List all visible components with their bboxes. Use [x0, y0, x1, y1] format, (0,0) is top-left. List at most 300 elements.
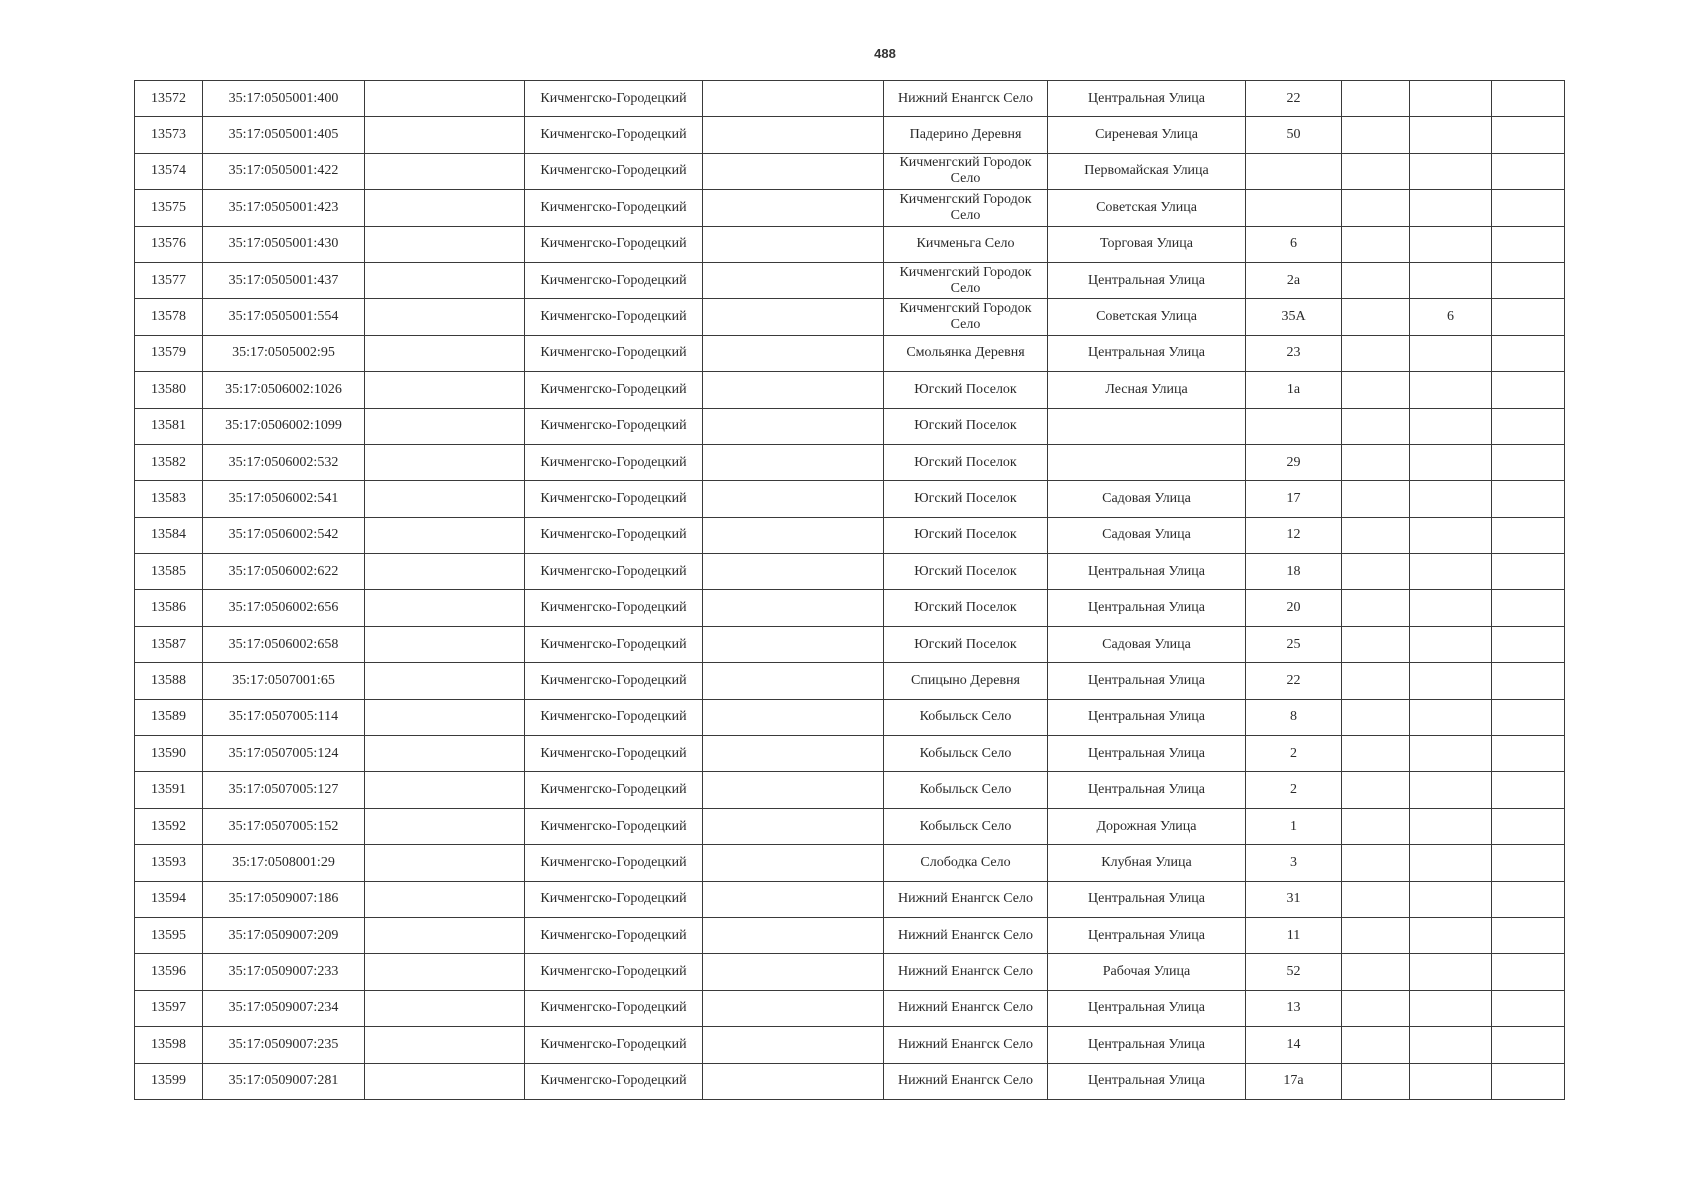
district-cell: Кичменгско-Городецкий: [525, 517, 703, 553]
locality-cell: Падерино Деревня: [884, 117, 1048, 153]
house-number-cell: 6: [1246, 226, 1342, 262]
house-number-cell: 14: [1246, 1027, 1342, 1063]
extra-value-cell: [1410, 190, 1492, 226]
empty-cell: [1342, 153, 1410, 189]
district-cell: Кичменгско-Городецкий: [525, 626, 703, 662]
street-cell: Первомайская Улица: [1048, 153, 1246, 189]
street-cell: Дорожная Улица: [1048, 808, 1246, 844]
page-number: 488: [874, 46, 896, 61]
street-cell: Центральная Улица: [1048, 1027, 1246, 1063]
locality-cell: Кобыльск Село: [884, 772, 1048, 808]
table-row: [135, 590, 1565, 626]
extra-value-cell: [1410, 444, 1492, 480]
empty-cell: [1492, 481, 1565, 517]
empty-cell: [1492, 626, 1565, 662]
cadastral-number-cell: 35:17:0508001:29: [203, 845, 365, 881]
locality-cell: Кичменгский Городок Село: [884, 262, 1048, 298]
house-number-cell: 17: [1246, 481, 1342, 517]
empty-cell: [1342, 444, 1410, 480]
row-number-cell: 13580: [135, 372, 203, 408]
street-cell: Центральная Улица: [1048, 772, 1246, 808]
empty-cell: [1342, 845, 1410, 881]
table-row: [135, 772, 1565, 808]
empty-cell: [1492, 917, 1565, 953]
empty-cell: [1342, 262, 1410, 298]
empty-cell: [365, 626, 525, 662]
empty-cell: [1492, 990, 1565, 1026]
district-cell: Кичменгско-Городецкий: [525, 1063, 703, 1099]
row-number-cell: 13572: [135, 81, 203, 117]
empty-cell: [365, 881, 525, 917]
empty-cell: [703, 299, 884, 335]
table-row: [135, 1027, 1565, 1063]
district-cell: Кичменгско-Городецкий: [525, 153, 703, 189]
extra-value-cell: [1410, 153, 1492, 189]
empty-cell: [1492, 153, 1565, 189]
empty-cell: [1492, 81, 1565, 117]
empty-cell: [703, 153, 884, 189]
locality-cell: Нижний Енангск Село: [884, 1027, 1048, 1063]
district-cell: Кичменгско-Городецкий: [525, 554, 703, 590]
cadastral-number-cell: 35:17:0505001:430: [203, 226, 365, 262]
empty-cell: [703, 590, 884, 626]
row-number-cell: 13576: [135, 226, 203, 262]
empty-cell: [365, 590, 525, 626]
empty-cell: [1342, 736, 1410, 772]
empty-cell: [365, 917, 525, 953]
district-cell: Кичменгско-Городецкий: [525, 590, 703, 626]
locality-cell: Югский Поселок: [884, 372, 1048, 408]
empty-cell: [703, 626, 884, 662]
district-cell: Кичменгско-Городецкий: [525, 990, 703, 1026]
street-cell: [1048, 408, 1246, 444]
locality-cell: Нижний Енангск Село: [884, 1063, 1048, 1099]
empty-cell: [365, 153, 525, 189]
house-number-cell: [1246, 190, 1342, 226]
extra-value-cell: [1410, 1027, 1492, 1063]
extra-value-cell: [1410, 335, 1492, 371]
empty-cell: [1342, 990, 1410, 1026]
house-number-cell: 11: [1246, 917, 1342, 953]
cadastral-number-cell: 35:17:0509007:233: [203, 954, 365, 990]
street-cell: Центральная Улица: [1048, 1063, 1246, 1099]
extra-value-cell: [1410, 881, 1492, 917]
table-row: [135, 663, 1565, 699]
cadastral-number-cell: 35:17:0506002:542: [203, 517, 365, 553]
row-number-cell: 13588: [135, 663, 203, 699]
empty-cell: [703, 663, 884, 699]
table-row: [135, 481, 1565, 517]
locality-cell: Кичменьга Село: [884, 226, 1048, 262]
empty-cell: [365, 335, 525, 371]
house-number-cell: 13: [1246, 990, 1342, 1026]
empty-cell: [1342, 772, 1410, 808]
locality-cell: Кобыльск Село: [884, 699, 1048, 735]
locality-cell: Кичменгский Городок Село: [884, 153, 1048, 189]
locality-cell: Нижний Енангск Село: [884, 990, 1048, 1026]
locality-cell: Слободка Село: [884, 845, 1048, 881]
empty-cell: [1492, 335, 1565, 371]
empty-cell: [1342, 1063, 1410, 1099]
district-cell: Кичменгско-Городецкий: [525, 845, 703, 881]
house-number-cell: [1246, 153, 1342, 189]
cadastral-number-cell: 35:17:0507005:114: [203, 699, 365, 735]
empty-cell: [365, 954, 525, 990]
street-cell: Садовая Улица: [1048, 481, 1246, 517]
cadastral-number-cell: 35:17:0509007:209: [203, 917, 365, 953]
cadastral-number-cell: 35:17:0509007:235: [203, 1027, 365, 1063]
house-number-cell: 8: [1246, 699, 1342, 735]
row-number-cell: 13581: [135, 408, 203, 444]
empty-cell: [703, 845, 884, 881]
row-number-cell: 13583: [135, 481, 203, 517]
table-row: [135, 372, 1565, 408]
empty-cell: [1492, 699, 1565, 735]
house-number-cell: 22: [1246, 81, 1342, 117]
district-cell: Кичменгско-Городецкий: [525, 881, 703, 917]
table-row: [135, 335, 1565, 371]
empty-cell: [703, 481, 884, 517]
table-row: [135, 444, 1565, 480]
empty-cell: [703, 990, 884, 1026]
locality-cell: Нижний Енангск Село: [884, 954, 1048, 990]
empty-cell: [1342, 335, 1410, 371]
cadastral-number-cell: 35:17:0506002:541: [203, 481, 365, 517]
empty-cell: [1492, 736, 1565, 772]
empty-cell: [703, 81, 884, 117]
extra-value-cell: [1410, 990, 1492, 1026]
table-row: [135, 153, 1565, 189]
empty-cell: [1492, 299, 1565, 335]
row-number-cell: 13587: [135, 626, 203, 662]
row-number-cell: 13597: [135, 990, 203, 1026]
district-cell: Кичменгско-Городецкий: [525, 226, 703, 262]
extra-value-cell: [1410, 736, 1492, 772]
street-cell: Клубная Улица: [1048, 845, 1246, 881]
street-cell: Центральная Улица: [1048, 554, 1246, 590]
street-cell: Центральная Улица: [1048, 81, 1246, 117]
street-cell: Центральная Улица: [1048, 262, 1246, 298]
empty-cell: [703, 372, 884, 408]
empty-cell: [365, 990, 525, 1026]
empty-cell: [365, 1063, 525, 1099]
extra-value-cell: [1410, 81, 1492, 117]
cadastral-number-cell: 35:17:0505001:400: [203, 81, 365, 117]
empty-cell: [1492, 408, 1565, 444]
row-number-cell: 13598: [135, 1027, 203, 1063]
empty-cell: [1342, 808, 1410, 844]
empty-cell: [703, 554, 884, 590]
empty-cell: [1492, 444, 1565, 480]
district-cell: Кичменгско-Городецкий: [525, 736, 703, 772]
empty-cell: [703, 772, 884, 808]
house-number-cell: 1: [1246, 808, 1342, 844]
street-cell: Центральная Улица: [1048, 699, 1246, 735]
locality-cell: Югский Поселок: [884, 408, 1048, 444]
district-cell: Кичменгско-Городецкий: [525, 808, 703, 844]
locality-cell: Кичменгский Городок Село: [884, 299, 1048, 335]
cadastral-number-cell: 35:17:0506002:622: [203, 554, 365, 590]
district-cell: Кичменгско-Городецкий: [525, 190, 703, 226]
table-row: [135, 81, 1565, 117]
house-number-cell: 31: [1246, 881, 1342, 917]
street-cell: Торговая Улица: [1048, 226, 1246, 262]
registry-table-body: [135, 81, 1565, 1100]
locality-cell: Кобыльск Село: [884, 808, 1048, 844]
row-number-cell: 13584: [135, 517, 203, 553]
empty-cell: [365, 190, 525, 226]
extra-value-cell: [1410, 954, 1492, 990]
empty-cell: [365, 772, 525, 808]
empty-cell: [1342, 626, 1410, 662]
cadastral-number-cell: 35:17:0506002:1099: [203, 408, 365, 444]
locality-cell: Югский Поселок: [884, 590, 1048, 626]
extra-value-cell: [1410, 808, 1492, 844]
empty-cell: [1342, 517, 1410, 553]
locality-cell: Смольянка Деревня: [884, 335, 1048, 371]
street-cell: Центральная Улица: [1048, 736, 1246, 772]
row-number-cell: 13574: [135, 153, 203, 189]
extra-value-cell: [1410, 117, 1492, 153]
table-row: [135, 226, 1565, 262]
cadastral-number-cell: 35:17:0505001:554: [203, 299, 365, 335]
empty-cell: [1342, 590, 1410, 626]
locality-cell: Нижний Енангск Село: [884, 917, 1048, 953]
table-row: [135, 299, 1565, 335]
row-number-cell: 13595: [135, 917, 203, 953]
district-cell: Кичменгско-Городецкий: [525, 954, 703, 990]
cadastral-number-cell: 35:17:0505001:422: [203, 153, 365, 189]
extra-value-cell: [1410, 554, 1492, 590]
empty-cell: [1492, 772, 1565, 808]
cadastral-number-cell: 35:17:0505001:437: [203, 262, 365, 298]
empty-cell: [1342, 1027, 1410, 1063]
empty-cell: [703, 881, 884, 917]
registry-table: [134, 80, 1565, 1100]
empty-cell: [1342, 408, 1410, 444]
extra-value-cell: [1410, 372, 1492, 408]
extra-value-cell: [1410, 699, 1492, 735]
empty-cell: [1342, 954, 1410, 990]
table-row: [135, 117, 1565, 153]
house-number-cell: 25: [1246, 626, 1342, 662]
house-number-cell: 22: [1246, 663, 1342, 699]
house-number-cell: 29: [1246, 444, 1342, 480]
empty-cell: [1492, 590, 1565, 626]
row-number-cell: 13591: [135, 772, 203, 808]
district-cell: Кичменгско-Городецкий: [525, 1027, 703, 1063]
empty-cell: [1342, 699, 1410, 735]
extra-value-cell: [1410, 408, 1492, 444]
district-cell: Кичменгско-Городецкий: [525, 663, 703, 699]
street-cell: Садовая Улица: [1048, 626, 1246, 662]
table-row: [135, 954, 1565, 990]
house-number-cell: 50: [1246, 117, 1342, 153]
extra-value-cell: [1410, 590, 1492, 626]
empty-cell: [1492, 517, 1565, 553]
house-number-cell: 35А: [1246, 299, 1342, 335]
street-cell: Сиреневая Улица: [1048, 117, 1246, 153]
cadastral-number-cell: 35:17:0509007:281: [203, 1063, 365, 1099]
street-cell: Центральная Улица: [1048, 917, 1246, 953]
empty-cell: [1492, 663, 1565, 699]
locality-cell: Югский Поселок: [884, 517, 1048, 553]
empty-cell: [365, 372, 525, 408]
empty-cell: [1342, 917, 1410, 953]
empty-cell: [1492, 845, 1565, 881]
row-number-cell: 13577: [135, 262, 203, 298]
empty-cell: [1492, 372, 1565, 408]
empty-cell: [1492, 262, 1565, 298]
street-cell: Советская Улица: [1048, 299, 1246, 335]
district-cell: Кичменгско-Городецкий: [525, 408, 703, 444]
empty-cell: [1342, 881, 1410, 917]
empty-cell: [703, 262, 884, 298]
cadastral-number-cell: 35:17:0509007:234: [203, 990, 365, 1026]
extra-value-cell: [1410, 917, 1492, 953]
row-number-cell: 13594: [135, 881, 203, 917]
district-cell: Кичменгско-Городецкий: [525, 699, 703, 735]
empty-cell: [365, 845, 525, 881]
extra-value-cell: [1410, 845, 1492, 881]
locality-cell: Кичменгский Городок Село: [884, 190, 1048, 226]
street-cell: Центральная Улица: [1048, 990, 1246, 1026]
house-number-cell: 2: [1246, 736, 1342, 772]
street-cell: Центральная Улица: [1048, 663, 1246, 699]
house-number-cell: 1а: [1246, 372, 1342, 408]
house-number-cell: 52: [1246, 954, 1342, 990]
empty-cell: [1342, 81, 1410, 117]
house-number-cell: 12: [1246, 517, 1342, 553]
empty-cell: [1492, 808, 1565, 844]
empty-cell: [1492, 954, 1565, 990]
empty-cell: [703, 808, 884, 844]
empty-cell: [365, 408, 525, 444]
row-number-cell: 13578: [135, 299, 203, 335]
street-cell: Центральная Улица: [1048, 335, 1246, 371]
row-number-cell: 13592: [135, 808, 203, 844]
house-number-cell: 2а: [1246, 262, 1342, 298]
district-cell: Кичменгско-Городецкий: [525, 117, 703, 153]
table-row: [135, 1063, 1565, 1099]
locality-cell: Югский Поселок: [884, 481, 1048, 517]
locality-cell: Югский Поселок: [884, 626, 1048, 662]
street-cell: [1048, 444, 1246, 480]
empty-cell: [365, 736, 525, 772]
cadastral-number-cell: 35:17:0505001:405: [203, 117, 365, 153]
empty-cell: [703, 736, 884, 772]
empty-cell: [1342, 663, 1410, 699]
district-cell: Кичменгско-Городецкий: [525, 444, 703, 480]
house-number-cell: 17а: [1246, 1063, 1342, 1099]
table-row: [135, 517, 1565, 553]
street-cell: Центральная Улица: [1048, 881, 1246, 917]
empty-cell: [365, 117, 525, 153]
empty-cell: [1342, 481, 1410, 517]
table-row: [135, 990, 1565, 1026]
locality-cell: Нижний Енангск Село: [884, 881, 1048, 917]
empty-cell: [703, 517, 884, 553]
table-row: [135, 808, 1565, 844]
locality-cell: Кобыльск Село: [884, 736, 1048, 772]
extra-value-cell: [1410, 517, 1492, 553]
table-row: [135, 190, 1565, 226]
empty-cell: [365, 517, 525, 553]
table-row: [135, 408, 1565, 444]
locality-cell: Нижний Енангск Село: [884, 81, 1048, 117]
district-cell: Кичменгско-Городецкий: [525, 335, 703, 371]
empty-cell: [365, 699, 525, 735]
table-row: [135, 736, 1565, 772]
empty-cell: [1492, 190, 1565, 226]
house-number-cell: 18: [1246, 554, 1342, 590]
empty-cell: [1342, 117, 1410, 153]
row-number-cell: 13596: [135, 954, 203, 990]
empty-cell: [703, 1063, 884, 1099]
district-cell: Кичменгско-Городецкий: [525, 299, 703, 335]
house-number-cell: 20: [1246, 590, 1342, 626]
house-number-cell: 23: [1246, 335, 1342, 371]
district-cell: Кичменгско-Городецкий: [525, 372, 703, 408]
row-number-cell: 13593: [135, 845, 203, 881]
cadastral-number-cell: 35:17:0507005:127: [203, 772, 365, 808]
table-row: [135, 881, 1565, 917]
row-number-cell: 13585: [135, 554, 203, 590]
street-cell: Советская Улица: [1048, 190, 1246, 226]
row-number-cell: 13575: [135, 190, 203, 226]
empty-cell: [365, 81, 525, 117]
row-number-cell: 13579: [135, 335, 203, 371]
cadastral-number-cell: 35:17:0506002:532: [203, 444, 365, 480]
locality-cell: Спицыно Деревня: [884, 663, 1048, 699]
house-number-cell: 2: [1246, 772, 1342, 808]
extra-value-cell: [1410, 226, 1492, 262]
district-cell: Кичменгско-Городецкий: [525, 772, 703, 808]
empty-cell: [1342, 554, 1410, 590]
row-number-cell: 13582: [135, 444, 203, 480]
cadastral-number-cell: 35:17:0506002:656: [203, 590, 365, 626]
extra-value-cell: [1410, 1063, 1492, 1099]
empty-cell: [365, 262, 525, 298]
cadastral-number-cell: 35:17:0505001:423: [203, 190, 365, 226]
cadastral-number-cell: 35:17:0507005:124: [203, 736, 365, 772]
empty-cell: [703, 954, 884, 990]
locality-cell: Югский Поселок: [884, 554, 1048, 590]
empty-cell: [703, 190, 884, 226]
row-number-cell: 13573: [135, 117, 203, 153]
empty-cell: [703, 226, 884, 262]
extra-value-cell: [1410, 663, 1492, 699]
empty-cell: [703, 1027, 884, 1063]
empty-cell: [703, 917, 884, 953]
street-cell: Садовая Улица: [1048, 517, 1246, 553]
empty-cell: [1492, 226, 1565, 262]
cadastral-number-cell: 35:17:0505002:95: [203, 335, 365, 371]
extra-value-cell: [1410, 262, 1492, 298]
district-cell: Кичменгско-Городецкий: [525, 917, 703, 953]
district-cell: Кичменгско-Городецкий: [525, 81, 703, 117]
table-row: [135, 917, 1565, 953]
empty-cell: [703, 335, 884, 371]
empty-cell: [1342, 190, 1410, 226]
empty-cell: [365, 226, 525, 262]
empty-cell: [365, 299, 525, 335]
table-row: [135, 626, 1565, 662]
extra-value-cell: 6: [1410, 299, 1492, 335]
street-cell: Рабочая Улица: [1048, 954, 1246, 990]
district-cell: Кичменгско-Городецкий: [525, 481, 703, 517]
empty-cell: [365, 444, 525, 480]
